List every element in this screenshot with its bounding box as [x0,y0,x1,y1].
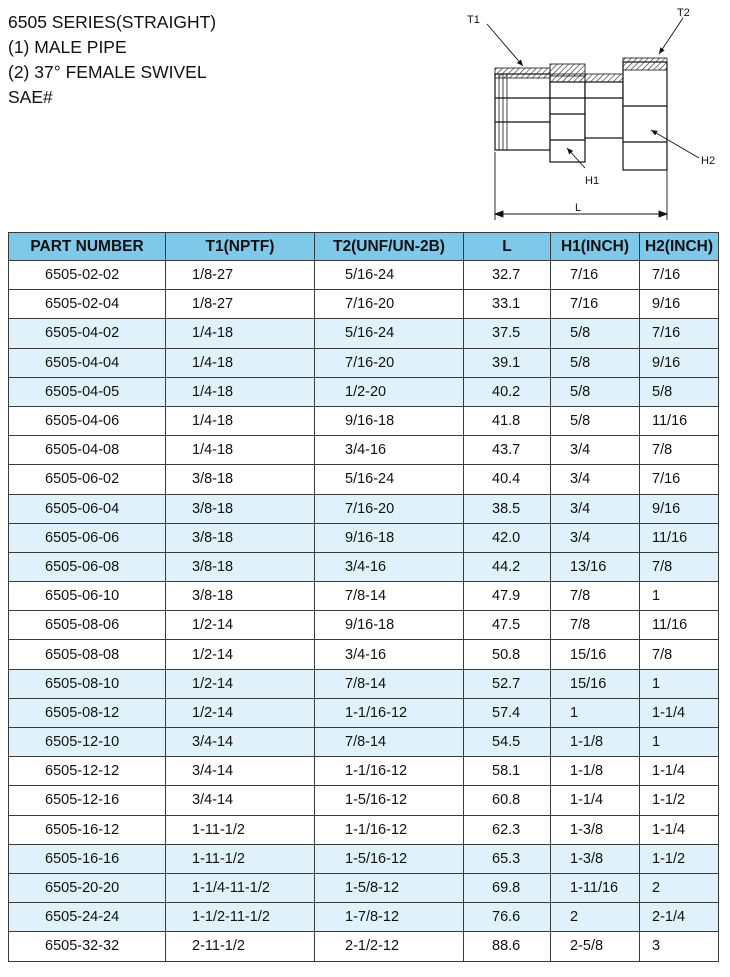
table-cell: 7/16 [640,465,719,494]
table-cell: 1/8-27 [166,261,315,290]
table-cell: 1-1/8 [551,757,640,786]
table-cell: 39.1 [464,348,551,377]
table-cell: 1 [551,698,640,727]
table-cell: 1/2-20 [315,377,464,406]
table-cell: 6505-04-05 [9,377,166,406]
part-spec-table [8,232,719,962]
table-cell: 1-5/8-12 [315,873,464,902]
label-t2: T2 [677,7,690,19]
table-cell: 6505-06-08 [9,552,166,581]
table-row [9,873,719,902]
table-cell: 6505-12-16 [9,786,166,815]
table-cell: 1-1/16-12 [315,698,464,727]
end-2-description: (2) 37° FEMALE SWIVEL [8,62,207,82]
table-cell: 1/4-18 [166,348,315,377]
table-cell: 2-1/4 [640,903,719,932]
table-cell: 9/16 [640,348,719,377]
table-cell: 1-1/4 [640,815,719,844]
label-h1: H1 [585,175,600,187]
table-cell: 1-1/4 [640,698,719,727]
table-row [9,348,719,377]
table-cell: 1/4-18 [166,436,315,465]
table-cell: 7/8 [640,436,719,465]
end-1-description: (1) MALE PIPE [8,37,127,57]
table-cell: 3/4-14 [166,757,315,786]
table-cell: 6505-04-04 [9,348,166,377]
table-cell: 1 [640,582,719,611]
table-row [9,757,719,786]
table-cell: 7/8 [551,611,640,640]
table-cell: 1/4-18 [166,377,315,406]
table-cell: 5/16-24 [315,261,464,290]
column-header: H2(INCH) [640,233,719,261]
table-cell: 1-11-1/2 [166,815,315,844]
table-cell: 7/8-14 [315,669,464,698]
table-cell: 6505-04-06 [9,406,166,435]
table-row [9,436,719,465]
table-header-row [9,233,719,261]
table-cell: 2 [640,873,719,902]
table-row [9,669,719,698]
table-row [9,261,719,290]
table-cell: 11/16 [640,523,719,552]
table-cell: 1-11/16 [551,873,640,902]
table-cell: 1/4-18 [166,406,315,435]
table-row [9,611,719,640]
table-cell: 44.2 [464,552,551,581]
table-cell: 6505-16-16 [9,844,166,873]
table-cell: 6505-06-10 [9,582,166,611]
table-cell: 3/8-18 [166,465,315,494]
table-cell: 1-7/8-12 [315,903,464,932]
table-cell: 47.5 [464,611,551,640]
table-cell: 7/8 [551,582,640,611]
table-cell: 5/8 [551,319,640,348]
table-cell: 6505-24-24 [9,903,166,932]
table-cell: 5/8 [640,377,719,406]
table-cell: 3/4 [551,494,640,523]
table-cell: 3/8-18 [166,552,315,581]
table-cell: 1-1/16-12 [315,757,464,786]
table-cell: 9/16-18 [315,406,464,435]
table-cell: 6505-06-02 [9,465,166,494]
table-cell: 7/16 [551,290,640,319]
table-cell: 62.3 [464,815,551,844]
table-cell: 60.8 [464,786,551,815]
table-cell: 41.8 [464,406,551,435]
column-header: PART NUMBER [9,233,166,261]
table-cell: 1-5/16-12 [315,786,464,815]
table-row [9,319,719,348]
table-cell: 6505-12-10 [9,728,166,757]
table-cell: 6505-08-06 [9,611,166,640]
table-cell: 2 [551,903,640,932]
table-cell: 5/8 [551,348,640,377]
table-cell: 11/16 [640,611,719,640]
table-cell: 5/16-24 [315,465,464,494]
table-cell: 1/4-18 [166,319,315,348]
table-cell: 47.9 [464,582,551,611]
fitting-diagram [455,2,730,224]
table-cell: 6505-32-32 [9,932,166,961]
table-cell: 43.7 [464,436,551,465]
table-cell: 6505-02-02 [9,261,166,290]
table-cell: 33.1 [464,290,551,319]
table-cell: 6505-04-02 [9,319,166,348]
table-cell: 6505-20-20 [9,873,166,902]
table-cell: 3/4-16 [315,436,464,465]
table-cell: 1/2-14 [166,611,315,640]
table-cell: 2-11-1/2 [166,932,315,961]
series-title: 6505 SERIES(STRAIGHT) [8,12,217,32]
table-cell: 7/16-20 [315,494,464,523]
table-cell: 6505-04-08 [9,436,166,465]
column-header: T1(NPTF) [166,233,315,261]
table-cell: 1-1/4 [551,786,640,815]
table-cell: 7/16 [640,319,719,348]
table-cell: 9/16 [640,494,719,523]
table-cell: 52.7 [464,669,551,698]
table-cell: 1-11-1/2 [166,844,315,873]
table-cell: 9/16-18 [315,611,464,640]
table-cell: 40.2 [464,377,551,406]
table-cell: 32.7 [464,261,551,290]
table-cell: 7/16 [551,261,640,290]
table-cell: 37.5 [464,319,551,348]
table-cell: 65.3 [464,844,551,873]
table-cell: 1-3/8 [551,815,640,844]
table-cell: 1/2-14 [166,698,315,727]
table-cell: 6505-02-04 [9,290,166,319]
table-cell: 42.0 [464,523,551,552]
table-cell: 9/16 [640,290,719,319]
table-row [9,932,719,961]
column-header: H1(INCH) [551,233,640,261]
label-t1: T1 [467,14,480,26]
table-cell: 69.8 [464,873,551,902]
table-cell: 3/4-16 [315,640,464,669]
table-cell: 5/8 [551,406,640,435]
table-cell: 1-5/16-12 [315,844,464,873]
table-cell: 3/4-16 [315,552,464,581]
table-cell: 2-1/2-12 [315,932,464,961]
table-cell: 11/16 [640,406,719,435]
table-cell: 6505-08-12 [9,698,166,727]
table-cell: 5/16-24 [315,319,464,348]
table-cell: 15/16 [551,640,640,669]
table-cell: 7/16 [640,261,719,290]
table-row [9,844,719,873]
table-cell: 40.4 [464,465,551,494]
table-cell: 1-1/8 [551,728,640,757]
table-cell: 3 [640,932,719,961]
table-cell: 88.6 [464,932,551,961]
table-cell: 1-1/2-11-1/2 [166,903,315,932]
table-row [9,903,719,932]
table-row [9,815,719,844]
table-row [9,728,719,757]
table-cell: 6505-06-06 [9,523,166,552]
table-cell: 58.1 [464,757,551,786]
label-h2: H2 [701,155,716,167]
table-cell: 3/8-18 [166,494,315,523]
table-cell: 7/8 [640,552,719,581]
standard-label: SAE# [8,87,53,107]
table-row [9,494,719,523]
table-cell: 7/16-20 [315,348,464,377]
table-cell: 3/4-14 [166,786,315,815]
table-cell: 1-1/4 [640,757,719,786]
table-cell: 1/2-14 [166,640,315,669]
table-cell: 15/16 [551,669,640,698]
table-cell: 1 [640,669,719,698]
table-row [9,582,719,611]
column-header: L [464,233,551,261]
table-row [9,377,719,406]
table-cell: 13/16 [551,552,640,581]
title-block [8,10,216,110]
table-cell: 3/4 [551,523,640,552]
table-cell: 1-3/8 [551,844,640,873]
table-row [9,552,719,581]
table-cell: 9/16-18 [315,523,464,552]
table-body [9,261,719,962]
column-header: T2(UNF/UN-2B) [315,233,464,261]
table-cell: 5/8 [551,377,640,406]
table-row [9,406,719,435]
table-cell: 1-1/4-11-1/2 [166,873,315,902]
table-cell: 1/8-27 [166,290,315,319]
table-cell: 7/8-14 [315,582,464,611]
label-l: L [575,202,582,214]
table-row [9,465,719,494]
table-cell: 1 [640,728,719,757]
table-cell: 7/8-14 [315,728,464,757]
table-cell: 6505-12-12 [9,757,166,786]
table-cell: 50.8 [464,640,551,669]
table-cell: 76.6 [464,903,551,932]
table-cell: 7/16-20 [315,290,464,319]
table-row [9,786,719,815]
table-cell: 1-1/16-12 [315,815,464,844]
table-cell: 54.5 [464,728,551,757]
table-cell: 3/8-18 [166,582,315,611]
table-row [9,523,719,552]
table-cell: 3/4 [551,436,640,465]
table-cell: 2-5/8 [551,932,640,961]
table-cell: 6505-06-04 [9,494,166,523]
table-row [9,698,719,727]
table-cell: 6505-08-10 [9,669,166,698]
table-cell: 3/4 [551,465,640,494]
table-cell: 7/8 [640,640,719,669]
table-cell: 3/4-14 [166,728,315,757]
table-cell: 6505-16-12 [9,815,166,844]
table-cell: 1/2-14 [166,669,315,698]
table-cell: 38.5 [464,494,551,523]
table-cell: 1-1/2 [640,786,719,815]
table-cell: 3/8-18 [166,523,315,552]
table-row [9,640,719,669]
table-cell: 6505-08-08 [9,640,166,669]
table-row [9,290,719,319]
table-cell: 57.4 [464,698,551,727]
table-cell: 1-1/2 [640,844,719,873]
